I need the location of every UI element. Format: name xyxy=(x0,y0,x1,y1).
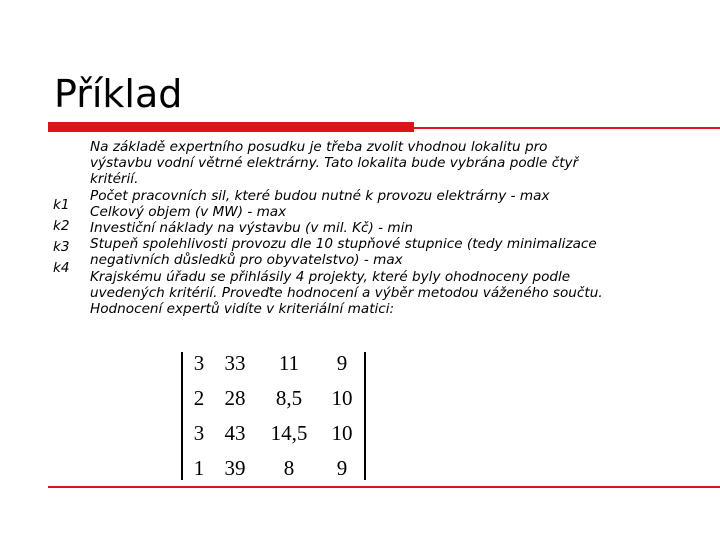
matrix-row xyxy=(188,381,366,416)
title-accent-bar xyxy=(48,122,414,132)
criteria-labels xyxy=(53,195,70,279)
matrix-cell: 28 xyxy=(224,386,246,410)
criterion-label-k4: k4 xyxy=(53,260,70,276)
matrix-row xyxy=(188,451,366,486)
matrix-cell: 8 xyxy=(283,456,295,480)
matrix-table xyxy=(188,346,366,486)
matrix-cell: 14,5 xyxy=(270,421,308,445)
matrix-row xyxy=(188,416,366,451)
task-line: uvedených kritérií. Proveďte hodnocení a výběr metodou váženého součtu. xyxy=(90,284,603,301)
matrix-cell: 33 xyxy=(224,351,246,375)
intro-line: kritérií. xyxy=(90,171,139,188)
matrix-cell: 39 xyxy=(224,456,246,480)
matrix-cell: 1 xyxy=(193,456,205,480)
matrix-cell: 9 xyxy=(336,456,348,480)
task-line: Hodnocení expertů vidíte v kriteriální matici: xyxy=(90,301,395,318)
criterion-k4-text: Stupeň spolehlivosti provozu dle 10 stupňové stupnice (tedy minimalizace xyxy=(90,236,597,253)
intro-text xyxy=(90,139,705,317)
criterion-k3-text: Investiční náklady na výstavbu (v mil. Kč) - min xyxy=(90,220,414,237)
matrix-cell: 10 xyxy=(331,386,353,410)
matrix-cell: 2 xyxy=(193,386,205,410)
footer-divider xyxy=(48,486,720,488)
intro-line: Na základě expertního posudku je třeba zvolit vhodnou lokalitu pro xyxy=(90,139,548,155)
matrix-cell: 8,5 xyxy=(275,386,303,410)
criteria-matrix xyxy=(176,346,376,486)
criterion-k1-text: Počet pracovních sil, které budou nutné k provozu elektrárny - max xyxy=(90,187,550,204)
slide-title: Příklad xyxy=(54,72,183,116)
matrix-cell: 3 xyxy=(193,351,205,375)
criterion-k2-text: Celkový objem (v MW) - max xyxy=(90,203,287,220)
criterion-label-k3: k3 xyxy=(53,239,70,255)
matrix-left-bar xyxy=(181,352,183,480)
matrix-cell: 11 xyxy=(278,351,300,375)
intro-line: výstavbu vodní větrné elektrárny. Tato lokalita bude vybrána podle čtyř xyxy=(90,155,579,172)
task-line: Krajskému úřadu se přihlásily 4 projekty, které byly ohodnoceny podle xyxy=(90,268,571,285)
criterion-label-k1: k1 xyxy=(53,197,70,213)
matrix-cell: 3 xyxy=(193,421,205,445)
matrix-cell: 43 xyxy=(224,421,246,445)
matrix-cell: 9 xyxy=(336,351,348,375)
criterion-k4-text-cont: negativních důsledků pro obyvatelstvo) - max xyxy=(90,252,403,269)
criterion-label-k2: k2 xyxy=(53,218,70,234)
matrix-row xyxy=(188,346,366,381)
matrix-cell: 10 xyxy=(331,421,353,445)
